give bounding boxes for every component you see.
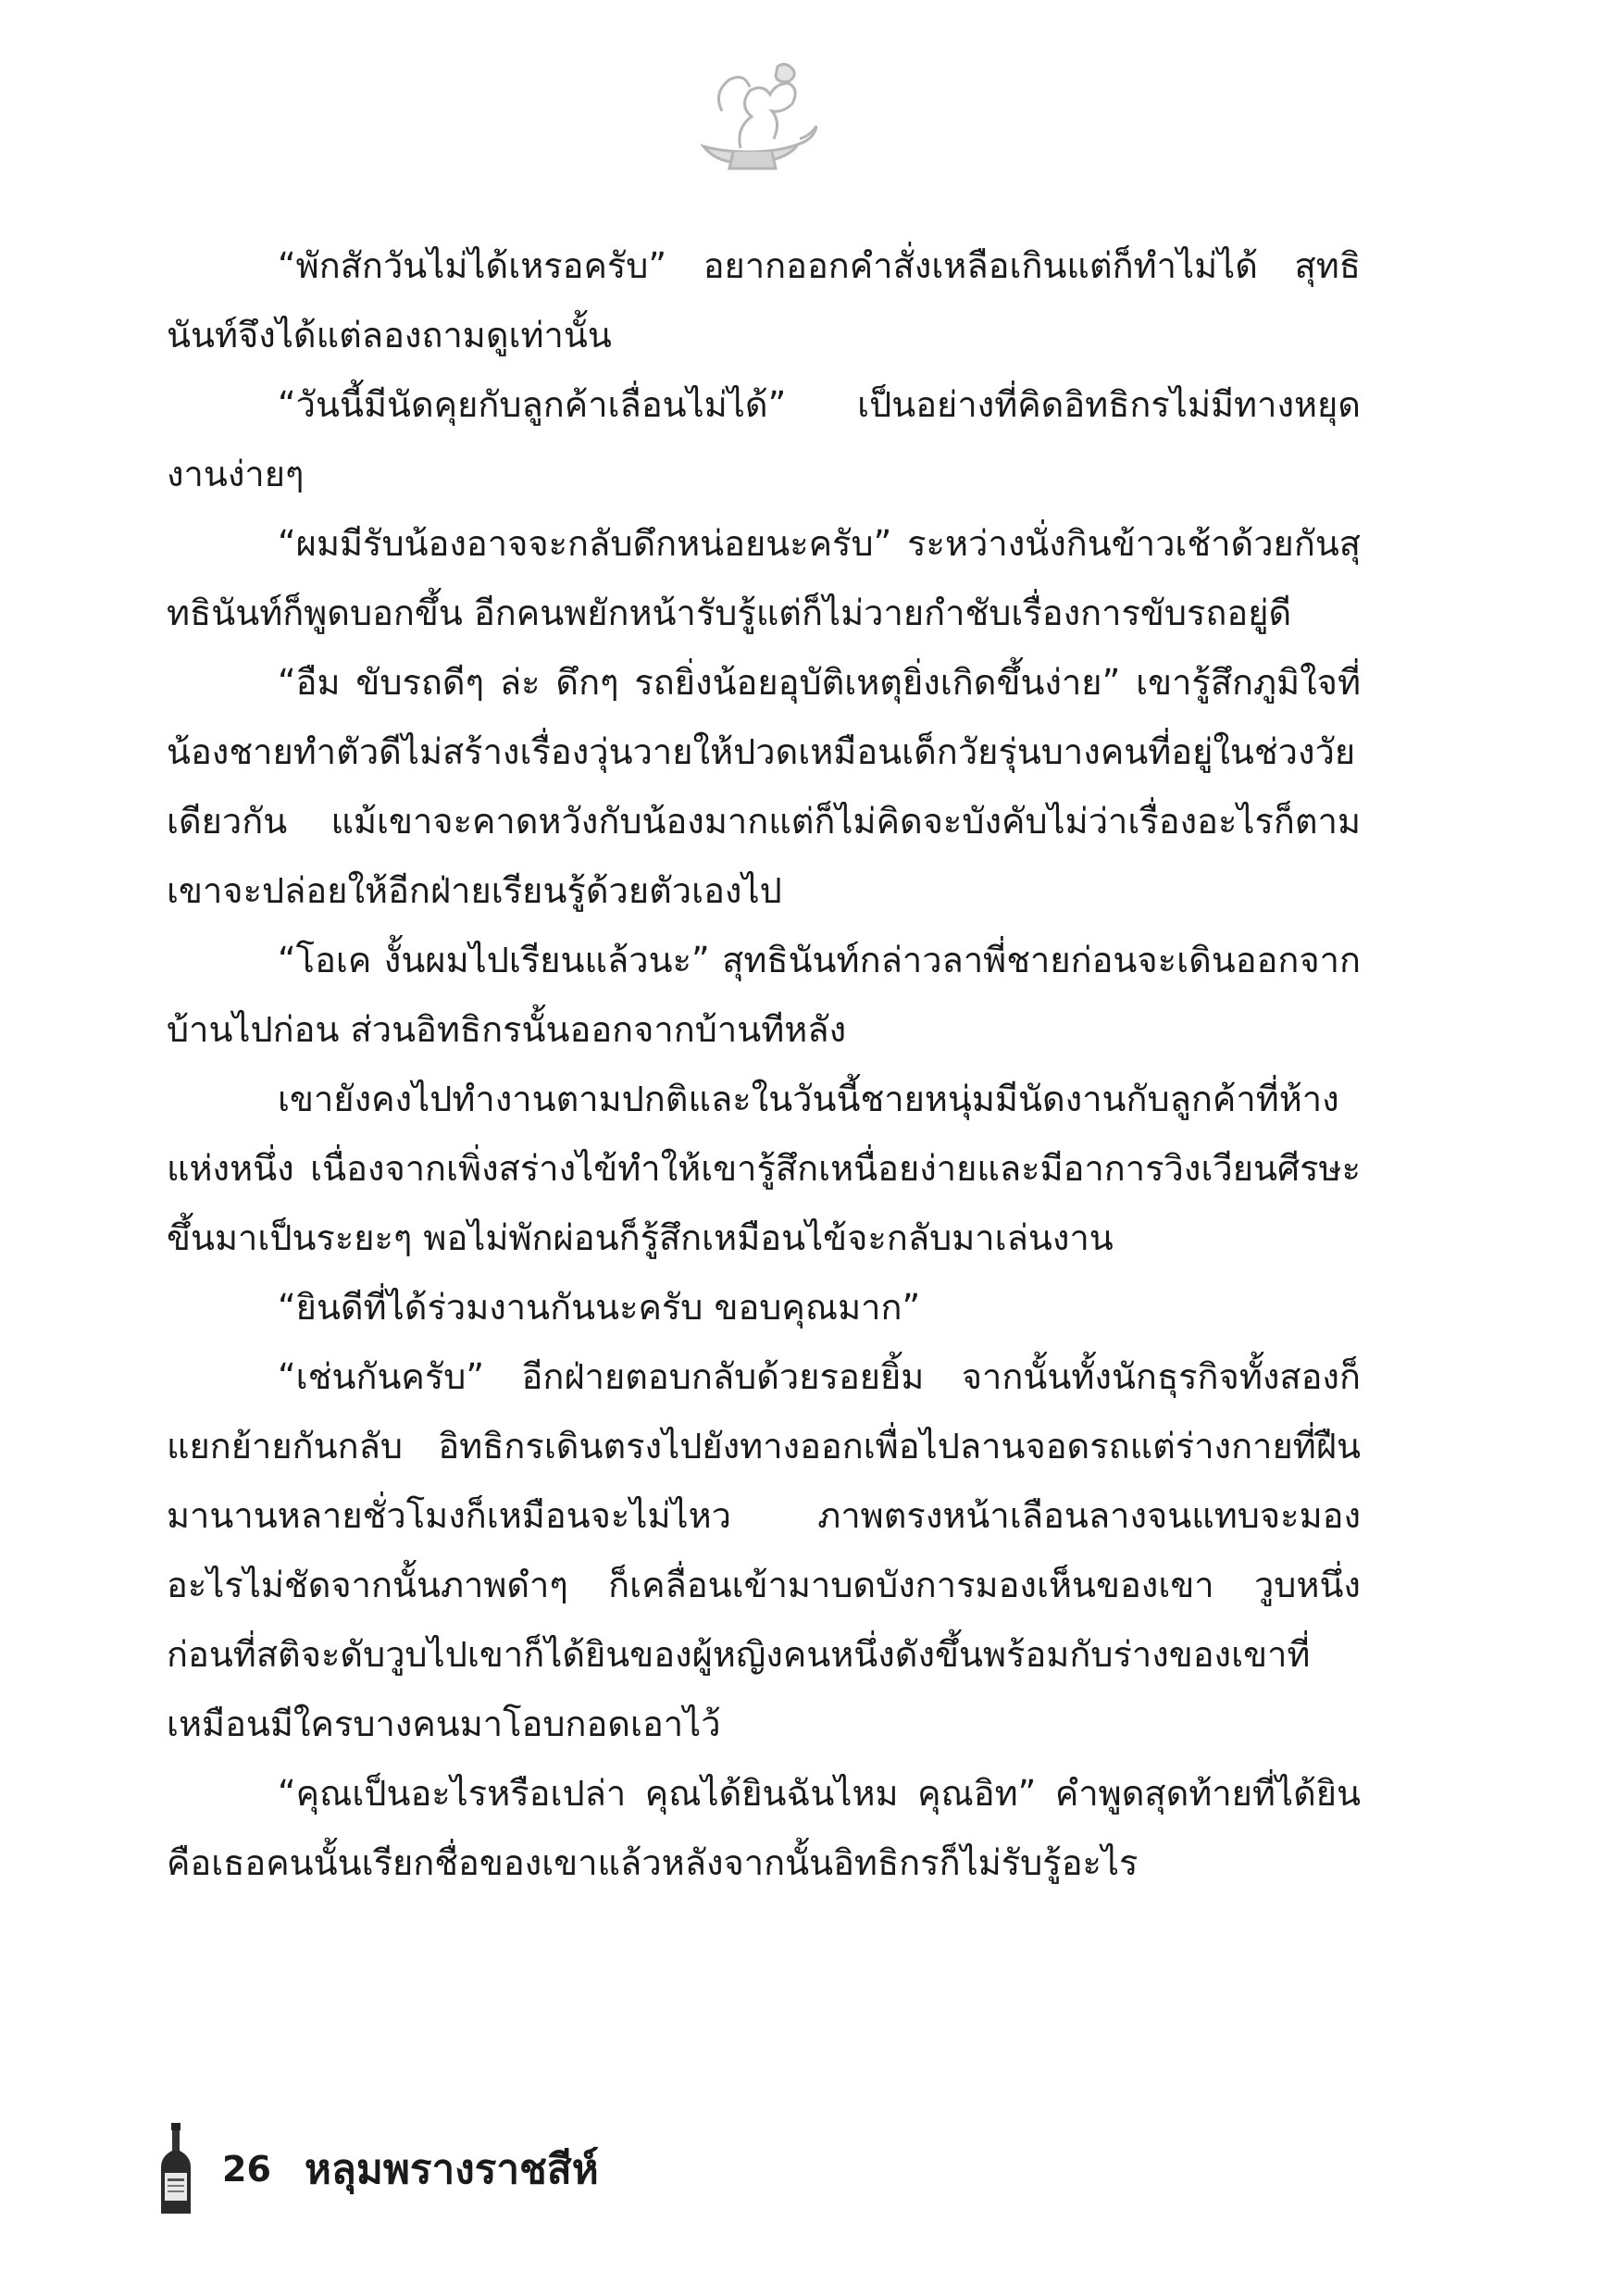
paragraph: “ผมมีรับน้องอาจจะกลับดึกหน่อยนะครับ” ระหว่างนั่งกินข้าวเช้าด้วยกันสุทธินันท์ก็พูดบอกขึ้น อีกคนพยักหน้ารับรู้แต่ก็ไม่วายกำชับเรื่องการขับรถอยู่ดี (167, 523, 1361, 633)
paragraph: “พักสักวันไม่ได้เหรอครับ” อยากออกคำสั่งเหลือเกินแต่ก็ทำไม่ได้ สุทธินันท์จึงได้แต่ลองถามดูเท่านั้น (167, 245, 1361, 356)
paragraph: เขายังคงไปทำงานตามปกติและในวันนี้ชายหนุ่มมีนัดงานกับลูกค้าที่ห้างแห่งหนึ่ง เนื่องจากเพิ่งสร่างไข้ทำให้เขารู้สึกเหนื่อยง่ายและมีอาการวิงเวียนศีรษะขึ้นมาเป็นระยะๆ พอไม่พักผ่อนก็รู้สึกเหมือนไข้จะกลับมาเล่นงาน (167, 1079, 1361, 1258)
whiskey-bottle-icon (157, 2123, 194, 2215)
paragraph: “วันนี้มีนัดคุยกับลูกค้าเลื่อนไม่ได้” เป็นอย่างที่คิดอิทธิกรไม่มีทางหยุดงานง่ายๆ (167, 384, 1361, 494)
page-number: 26 (222, 2149, 271, 2190)
paragraph: “ยินดีที่ได้ร่วมงานกันนะครับ ขอบคุณมาก” (278, 1287, 921, 1328)
page-footer (157, 2118, 599, 2220)
book-title: หลุมพรางราชสีห์ (304, 2146, 599, 2193)
story-text (167, 231, 1361, 1898)
paragraph: “โอเค งั้นผมไปเรียนแล้วนะ” สุทธินันท์กล่าวลาพี่ชายก่อนจะเดินออกจากบ้านไปก่อน ส่วนอิทธิกรนั้นออกจากบ้านทีหลัง (167, 940, 1361, 1050)
paragraph: “เช่นกันครับ” อีกฝ่ายตอบกลับด้วยรอยยิ้ม จากนั้นทั้งนักธุรกิจทั้งสองก็แยกย้ายกันกลับ อิทธิกรเดินตรงไปยังทางออกเพื่อไปลานจอดรถแต่ร่างกายที่ฝืนมานานหลายชั่วโมงก็เหมือนจะไม่ไหว ภาพตรงหน้าเลือนลางจนแทบจะมองอะไรไม่ชัดจากนั้นภาพดำๆ ก็เคลื่อนเข้ามาบดบังการมองเห็นของเขา วูบหนึ่งก่อนที่สติจะดับวูบไปเขาก็ได้ยินของผู้หญิงคนหนึ่งดังขึ้นพร้อมกับร่างของเขาที่เหมือนมีใครบางคนมาโอบกอดเอาไว้ (167, 1356, 1361, 1744)
genie-lamp-icon (685, 56, 824, 176)
paragraph: “คุณเป็นอะไรหรือเปล่า คุณได้ยินฉันไหม คุณอิท” คำพูดสุดท้ายที่ได้ยินคือเธอคนนั้นเรียกชื่อของเขาแล้วหลังจากนั้นอิทธิกรก็ไม่รับรู้อะไร (167, 1773, 1361, 1883)
paragraph: “อืม ขับรถดีๆ ล่ะ ดึกๆ รถยิ่งน้อยอุบัติเหตุยิ่งเกิดขึ้นง่าย” เขารู้สึกภูมิใจที่น้องชายทำตัวดีไม่สร้างเรื่องวุ่นวายให้ปวดเหมือนเด็กวัยรุ่นบางคนที่อยู่ในช่วงวัยเดียวกัน แม้เขาจะคาดหวังกับน้องมากแต่ก็ไม่คิดจะบังคับไม่ว่าเรื่องอะไรก็ตามเขาจะปล่อยให้อีกฝ่ายเรียนรู้ด้วยตัวเองไป (167, 662, 1361, 911)
